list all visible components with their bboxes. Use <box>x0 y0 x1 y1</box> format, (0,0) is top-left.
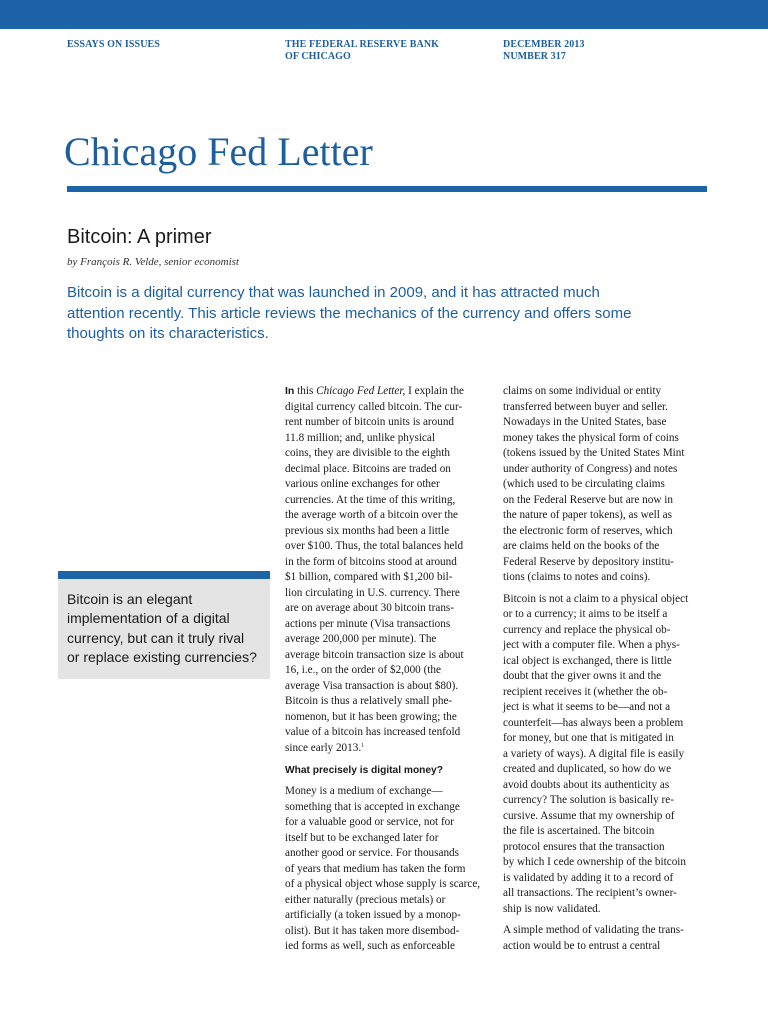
text-line: either naturally (precious metals) or <box>285 893 446 906</box>
article-intro: Bitcoin is a digital currency that was launched in 2009, and it has attracted much attention recently. This article reviews the mechanics of the currency and offers some thoughts on its characteristics. <box>67 284 632 342</box>
text-line: of years that medium has taken the form <box>285 862 466 875</box>
text-line: on the Federal Reserve but are now in <box>503 493 673 506</box>
text-line: nomenon, but it has been growing; the <box>285 710 457 723</box>
text-line: for money, but one that is mitigated in <box>503 732 674 744</box>
text-line: ical object is exchanged, there is little <box>503 654 672 667</box>
text-line: transferred between buyer and seller. <box>503 400 668 413</box>
body-column-2 <box>503 384 710 954</box>
text-line: cursive. Assume that my ownership of <box>503 809 675 822</box>
text-line: Nowadays in the United States, base <box>503 416 667 428</box>
text-line: Bitcoin is thus a relatively small phe- <box>285 695 453 707</box>
text-line: a variety of ways). A digital file is easily <box>503 747 685 760</box>
text-line: currencies. At the time of this writing, <box>285 493 456 506</box>
column1-last-line: since early 2013.$^1$ <box>285 741 365 754</box>
text-line: 16, i.e., on the order of $2,000 (the <box>285 664 441 676</box>
text-line: are claims held on the books of the <box>503 540 660 552</box>
text-line: in the form of bitcoins stood at around <box>285 555 457 568</box>
text-line: digital currency called bitcoin. The cur- <box>285 400 463 413</box>
text-line: recipient receives it (whether the ob- <box>503 685 668 698</box>
column2-paragraph-1 <box>503 384 710 586</box>
text-line: counterfeit—has always been a problem <box>503 716 684 729</box>
text-line: of a physical object whose supply is scarce, <box>285 878 481 890</box>
text-line: ject is what it seems to be—and not a <box>503 701 671 713</box>
text-line: artificially (a token issued by a monop- <box>285 909 461 921</box>
text-line: tions (claims to notes and coins). <box>503 571 651 583</box>
text-line: created and duplicated, so how do we <box>503 763 672 775</box>
masthead-title: Chicago Fed Letter <box>64 129 373 174</box>
opening-line: In this Chicago Fed Letter, I explain the <box>285 385 465 397</box>
text-line: under authority of Congress) and notes <box>503 462 678 475</box>
text-line: claims on some individual or entity <box>503 385 662 397</box>
text-line: over $100. Thus, the total balances held <box>285 540 464 552</box>
pull-quote-bar <box>58 571 270 579</box>
text-line: are on average about 30 bitcoin trans- <box>285 602 454 614</box>
column2-paragraph-2 <box>503 592 710 918</box>
text-line: Federal Reserve by depository institu- <box>503 555 674 568</box>
article-title: Bitcoin: A primer <box>67 226 212 248</box>
issue-number: NUMBER 317 <box>503 51 566 62</box>
text-line: $1 billion, compared with $1,200 bil- <box>285 571 453 583</box>
text-line: currency? The solution is basically re- <box>503 794 674 806</box>
text-line: doubt that the giver owns it and the <box>503 670 662 682</box>
text-line: the average worth of a bitcoin over the <box>285 509 459 521</box>
text-line: A simple method of validating the trans- <box>503 924 684 936</box>
text-line: by which I cede ownership of the bitcoin <box>503 856 686 868</box>
header-section-label: ESSAYS ON ISSUES <box>67 39 160 50</box>
text-line: action would be to entrust a central <box>503 939 661 952</box>
text-line: something that is accepted in exchange <box>285 800 460 813</box>
text-line: previous six months had been a little <box>285 524 450 537</box>
text-line: the file is ascertained. The bitcoin <box>503 825 655 837</box>
article-byline: by François R. Velde, senior economist <box>67 256 239 268</box>
text-line: rent number of bitcoin units is around <box>285 416 455 428</box>
text-line: (which used to be circulating claims <box>503 478 665 490</box>
column1-paragraph-1 <box>285 400 490 741</box>
text-line: the nature of paper tokens), as well as <box>503 509 672 521</box>
text-line: currency and replace the physical ob- <box>503 623 671 636</box>
masthead-rule <box>67 186 707 192</box>
body-column-1 <box>285 384 490 955</box>
text-line: 11.8 million; and, unlike physical <box>285 431 435 444</box>
pull-quote: Bitcoin is an elegant implementation of a digital currency, but can it truly rival or replace existing currencies? <box>58 579 270 679</box>
column2-paragraph-3 <box>503 923 710 954</box>
section-subhead: What precisely is digital money? <box>285 765 443 776</box>
text-line: (tokens issued by the United States Mint <box>503 447 685 459</box>
text-line: protocol ensures that the transaction <box>503 840 665 853</box>
text-line: avoid doubts about its authenticity as <box>503 778 670 791</box>
text-line: for a valuable good or service, not for <box>285 816 454 828</box>
text-line: Bitcoin is not a claim to a physical object <box>503 592 689 605</box>
text-line: average Visa transaction is about $80). <box>285 679 459 692</box>
text-line: ship is now validated. <box>503 902 601 915</box>
text-line: decimal place. Bitcoins are traded on <box>285 462 451 475</box>
text-line: another good or service. For thousands <box>285 847 459 859</box>
text-line: is validated by adding it to a record of <box>503 871 674 884</box>
text-line: value of a bitcoin has increased tenfold <box>285 726 461 738</box>
text-line: itself but to be exchanged later for <box>285 831 439 844</box>
text-line: Money is a medium of exchange— <box>285 785 443 797</box>
text-line: or to a currency; it aims to be itself a <box>503 608 668 620</box>
text-line: olist). But it has taken more disembod- <box>285 924 460 937</box>
text-line: ject with a computer file. When a phys- <box>503 639 680 651</box>
text-line: the electronic form of reserves, which <box>503 524 673 537</box>
header-issue-info <box>503 39 585 63</box>
header-publisher: THE FEDERAL RESERVE BANK OF CHICAGO <box>285 39 440 62</box>
column1-paragraph-2 <box>285 784 490 955</box>
issue-date: DECEMBER 2013 <box>503 39 585 50</box>
top-color-bar <box>0 0 768 29</box>
text-line: money takes the physical form of coins <box>503 431 679 444</box>
text-line: coins, they are divisible to the eighth <box>285 447 450 459</box>
text-line: actions per minute (Visa transactions <box>285 617 451 630</box>
text-line: lion circulating in U.S. currency. There <box>285 586 460 599</box>
text-line: all transactions. The recipient’s owner- <box>503 887 677 899</box>
text-line: average 200,000 per minute). The <box>285 633 437 645</box>
text-line: ied forms as well, such as enforceable <box>285 940 455 952</box>
text-line: average bitcoin transaction size is about <box>285 648 464 661</box>
text-line: various online exchanges for other <box>285 478 440 490</box>
footnote-marker: 1 <box>361 742 365 749</box>
